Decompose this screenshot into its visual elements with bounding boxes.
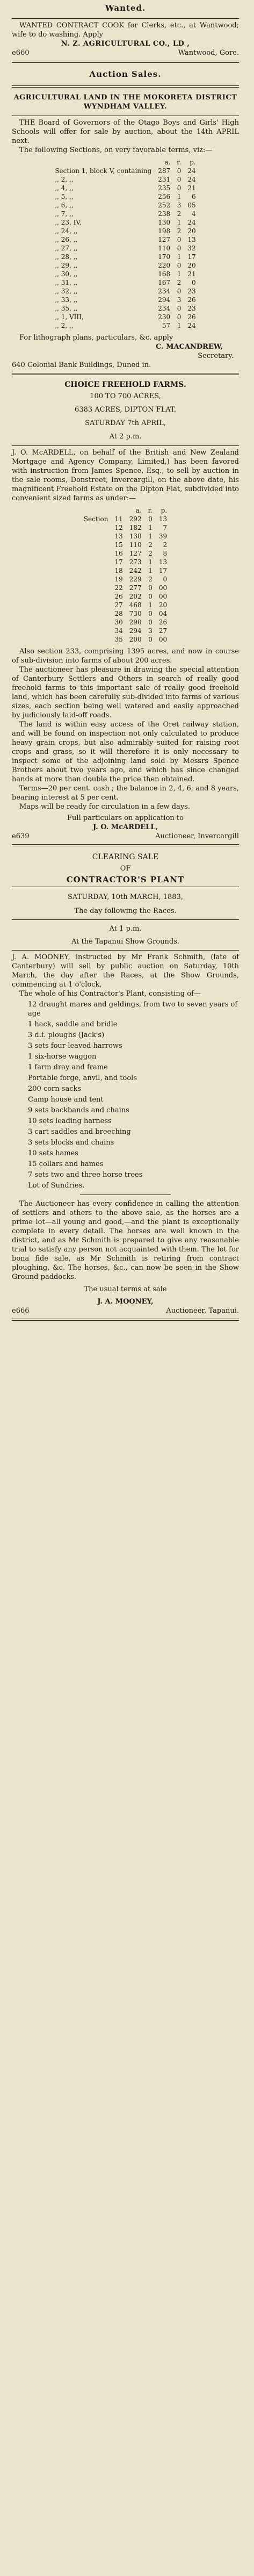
wanted-ref: e660	[12, 49, 30, 57]
table-cell-p: 21	[187, 270, 196, 278]
table-cell-label	[81, 584, 112, 592]
table-row	[81, 609, 170, 618]
table-row	[52, 210, 199, 218]
divider	[12, 950, 239, 951]
table-cell-p: 13	[158, 558, 168, 566]
table-cell-r: 0	[148, 618, 153, 626]
agricultural-body: THE Board of Governors of the Otago Boys and Girls' High Schools will offer for sale by auction, about the 14th APRIL next.	[12, 119, 239, 145]
table-cell-a: 230	[158, 313, 171, 321]
table-cell-n: 26	[114, 593, 123, 600]
table-cell-label: ,, 5, ,,	[55, 193, 74, 200]
table-row	[52, 253, 199, 261]
table-cell-p: 13	[158, 515, 168, 523]
freehold-title: CHOICE FREEHOLD FARMS.	[64, 380, 186, 389]
table-cell-r: 0	[177, 167, 182, 175]
clearing-place: At the Tapanui Show Grounds.	[71, 938, 180, 946]
table-cell-r: 2	[148, 550, 153, 557]
table-cell-n: 16	[114, 550, 123, 557]
table-cell-n: 22	[114, 584, 123, 592]
table-cell-label: ,, 2, ,,	[55, 176, 74, 183]
table-cell-p: 0	[163, 575, 168, 583]
table-cell-p: 00	[158, 593, 168, 600]
clearing-terms: The usual terms at sale	[84, 1285, 167, 1293]
list-item: 1 farm dray and frame	[28, 1063, 108, 1071]
table-cell-p: 20	[187, 262, 196, 269]
table-row	[81, 566, 170, 575]
table-cell-p: 27	[158, 627, 168, 635]
table-row	[81, 515, 170, 523]
table-cell-r: 0	[148, 593, 153, 600]
table-cell-label	[81, 592, 112, 601]
table-cell-p: 26	[158, 618, 168, 626]
list-item: 3 sets blocks and chains	[28, 1139, 114, 1147]
table-cell-a: 234	[158, 287, 171, 295]
table-row	[52, 201, 199, 210]
table-row	[52, 184, 199, 192]
table-cell-r: 1	[177, 322, 182, 329]
table-cell-label	[81, 558, 112, 566]
table-cell-r: 2	[177, 210, 182, 218]
table-cell-a: 294	[158, 296, 171, 304]
table-cell-p: 17	[158, 567, 168, 574]
table-row	[81, 635, 170, 644]
table-cell-a: 200	[129, 636, 142, 643]
table-row	[81, 549, 170, 558]
clearing-subtitle: OF	[120, 865, 131, 873]
table-cell-p: 24	[187, 167, 196, 175]
list-item: Camp house and tent	[28, 1096, 104, 1104]
table-cell-a: 234	[158, 305, 171, 312]
freehold-acres: 100 TO 700 ACRES,	[90, 392, 161, 400]
freehold-land: The land is within easy access of the Oret railway station, and will be found on inspection not only calculated to produce heavy grain crops, but also admirably suited for raising root crops and grass, so it will therefore it is only necessary to inspect some of the adjoining land sold by Messrs Spence Brothers about two years ago, and which has since changed hands at more than double the price then obtained.	[12, 721, 239, 783]
freehold-signatory: J. O. McARDELL,	[93, 823, 158, 831]
divider	[12, 85, 239, 88]
agricultural-signatory: C. MACANDREW,	[155, 343, 223, 351]
table-cell-label	[81, 635, 112, 644]
table-cell-r: 0	[177, 176, 182, 183]
table-cell-a: 242	[129, 567, 142, 574]
table-cell-p: 24	[187, 219, 196, 226]
table-cell-label: ,, 2, ,,	[55, 322, 74, 329]
clearing-signatory: J. A. MOONEY,	[97, 1298, 154, 1306]
list-item: 10 sets leading harness	[28, 1117, 112, 1125]
table-cell-a: 229	[129, 575, 142, 583]
table-cell-r: 3	[177, 296, 182, 304]
agricultural-title: AGRICULTURAL LAND IN THE MOKORETA DISTRICT WYNDHAM VALLEY.	[13, 93, 237, 111]
freehold-location: 6383 ACRES, DIPTON FLAT.	[75, 406, 176, 414]
table-cell-a: 127	[158, 236, 171, 243]
table-cell-a: 182	[129, 524, 142, 531]
col-p: p.	[190, 159, 196, 166]
list-item: 200 corn sacks	[28, 1085, 82, 1093]
list-item: 10 sets hames	[28, 1149, 78, 1157]
table-row	[52, 287, 199, 296]
table-cell-a: 202	[129, 593, 142, 600]
table-cell-p: 2	[163, 541, 168, 549]
freehold-time: At 2 p.m.	[109, 433, 142, 441]
table-cell-a: 277	[129, 584, 142, 592]
table-cell-p: 32	[187, 244, 196, 252]
table-cell-p: 05	[187, 202, 196, 209]
wanted-signature: N. Z. AGRICULTURAL CO., LD ,	[61, 40, 190, 48]
table-cell-a: 110	[158, 244, 171, 252]
table-cell-r: 2	[177, 279, 182, 286]
table-row	[52, 321, 199, 330]
table-cell-label: ,, 33, ,,	[55, 296, 78, 304]
table-cell-p: 23	[187, 305, 196, 312]
table-cell-a: 167	[158, 279, 171, 286]
table-row	[52, 244, 199, 253]
table-cell-label: Section	[83, 515, 108, 523]
table-cell-p: 39	[158, 533, 168, 540]
table-cell-p: 26	[187, 313, 196, 321]
table-cell-label: ,, 32, ,,	[55, 287, 78, 295]
table-cell-r: 2	[177, 227, 182, 235]
table-cell-label	[81, 523, 112, 532]
clearing-body: J. A. MOONEY, instructed by Mr Frank Schmith, (late of Canterbury) will sell by public auction on Saturday, 10th March, the day after the Races, at the Show Grounds, commencing at 1 o'clock,	[12, 953, 239, 989]
table-cell-label: ,, 23, IV,	[55, 219, 82, 226]
table-cell-r: 0	[177, 236, 182, 243]
table-cell-label	[81, 541, 112, 549]
table-cell-a: 730	[129, 610, 142, 617]
table-cell-label: ,, 7, ,,	[55, 210, 74, 218]
table-row	[81, 627, 170, 635]
table-cell-r: 0	[177, 313, 182, 321]
table-cell-p: 21	[187, 184, 196, 192]
clearing-note: The Auctioneer has every confidence in calling the attention of settlers and others to the above sale, as the horses are a prime lot—all young and good,—and the plant is exceptionally complete in every detail. The horses are well known in the district, and as Mr Schmith is prepared to give any reasonable trial to satisfy any person not acquainted with them. The lot for bona fide sale, as Mr Schmith is retiring from contract ploughing, &c. The horses, &c., can now be seen in the Show Ground paddocks.	[12, 1200, 239, 1281]
divider	[12, 18, 239, 19]
table-cell-n: 11	[114, 515, 123, 523]
table-cell-r: 0	[148, 584, 153, 592]
col-r: r.	[177, 159, 182, 166]
freehold-body	[12, 448, 239, 503]
table-cell-a: 127	[129, 550, 142, 557]
table-cell-p: 13	[187, 236, 196, 243]
table-cell-label: ,, 28, ,,	[55, 253, 78, 261]
table-row	[52, 227, 199, 235]
table-row	[52, 235, 199, 244]
table-cell-label: ,, 26, ,,	[55, 236, 78, 243]
table-cell-label: ,, 24, ,,	[55, 227, 78, 235]
table-cell-r: 1	[148, 558, 153, 566]
table-row	[81, 601, 170, 609]
clearing-role: Auctioneer, Tapanui.	[166, 1307, 239, 1315]
table-cell-r: 1	[148, 601, 153, 609]
agricultural-address: 640 Colonial Bank Buildings, Duned in.	[12, 361, 151, 369]
list-item: 7 sets two and three horse trees	[28, 1171, 143, 1179]
freehold-particulars: Full particulars on application to	[67, 814, 184, 822]
table-cell-r: 0	[177, 305, 182, 312]
clearing-title: CLEARING SALE	[92, 853, 159, 861]
table-cell-a: 290	[129, 618, 142, 626]
table-cell-p: 04	[158, 610, 168, 617]
table-cell-p: 24	[187, 176, 196, 183]
table-cell-p: 23	[187, 287, 196, 295]
table-cell-a: 168	[158, 270, 171, 278]
table-cell-label: ,, 30, ,,	[55, 270, 78, 278]
table-cell-p: 20	[158, 601, 168, 609]
table-cell-label: ,, 35, ,,	[55, 305, 78, 312]
table-row	[52, 192, 199, 201]
agricultural-intro: The following Sections, on very favorable terms, viz:—	[19, 146, 213, 154]
auction-sales-heading: Auction Sales.	[89, 69, 162, 79]
table-cell-r: 0	[148, 515, 153, 523]
table-cell-a: 130	[158, 219, 171, 226]
table-cell-n: 18	[114, 567, 123, 574]
table-cell-p: 24	[187, 322, 196, 329]
table-row	[52, 175, 199, 184]
divider	[12, 61, 239, 63]
clearing-time: At 1 p.m.	[109, 925, 142, 933]
table-cell-a: 220	[158, 262, 171, 269]
table-cell-r: 0	[177, 244, 182, 252]
list-item: 3 cart saddles and breeching	[28, 1128, 131, 1136]
table-cell-a: 238	[158, 210, 171, 218]
freehold-also: Also section 233, comprising 1395 acres, and now in course of sub-division into farms of about 200 acres.	[12, 647, 239, 665]
table-cell-label	[81, 609, 112, 618]
agricultural-plans: For lithograph plans, particulars, &c. apply	[19, 334, 173, 342]
table-row	[52, 278, 199, 287]
table-cell-p: 6	[192, 193, 196, 200]
table-cell-label: ,, 31, ,,	[55, 279, 78, 286]
table-cell-label	[81, 566, 112, 575]
clearing-items-list	[12, 1000, 239, 1190]
freehold-role: Auctioneer, Invercargill	[155, 832, 239, 840]
table-cell-a: 294	[129, 627, 142, 635]
table-cell-a: 468	[129, 601, 142, 609]
table-cell-n: 12	[114, 524, 123, 531]
table-row	[52, 167, 199, 175]
divider	[12, 844, 239, 846]
table-row	[52, 218, 199, 227]
col-a: a.	[135, 507, 142, 514]
agricultural-role: Secretary.	[198, 352, 234, 360]
table-cell-n: 30	[114, 618, 123, 626]
table-cell-p: 00	[158, 584, 168, 592]
table-cell-r: 1	[148, 567, 153, 574]
table-row	[81, 541, 170, 549]
table-cell-p: 4	[192, 210, 196, 218]
table-cell-r: 1	[177, 253, 182, 261]
table-cell-a: 110	[129, 541, 142, 549]
list-item: 15 collars and hames	[28, 1160, 104, 1168]
table-cell-r: 0	[177, 184, 182, 192]
divider	[12, 445, 239, 446]
table-cell-r: 2	[148, 575, 153, 583]
table-cell-r: 3	[148, 627, 153, 635]
clearing-ref: e666	[12, 1307, 30, 1315]
table-cell-a: 273	[129, 558, 142, 566]
divider	[12, 373, 239, 375]
table-cell-p: 17	[187, 253, 196, 261]
table-cell-label	[81, 549, 112, 558]
table-cell-r: 1	[148, 533, 153, 540]
freehold-terms: Terms—20 per cent. cash ; the balance in 2, 4, 6, and 8 years, bearing interest at 5 per cent.	[12, 785, 239, 802]
table-cell-n: 15	[114, 541, 123, 549]
freehold-maps: Maps will be ready for circulation in a few days.	[19, 803, 190, 811]
table-cell-n: 27	[114, 601, 123, 609]
table-row	[81, 584, 170, 592]
table-row	[81, 523, 170, 532]
table-cell-label	[81, 601, 112, 609]
list-item: 1 hack, saddle and bridle	[28, 1020, 118, 1028]
table-cell-p: 26	[187, 296, 196, 304]
table-cell-a: 292	[129, 515, 142, 523]
table-cell-a: 231	[158, 176, 171, 183]
table-cell-p: 0	[192, 279, 196, 286]
col-p: p.	[161, 507, 168, 514]
list-item: Portable forge, anvil, and tools	[28, 1074, 137, 1082]
table-row	[52, 304, 199, 313]
table-cell-label	[81, 618, 112, 627]
table-cell-r: 0	[177, 287, 182, 295]
table-cell-a: 256	[158, 193, 171, 200]
table-cell-label: ,, 4, ,,	[55, 184, 74, 192]
list-item: 3 d.f. ploughs (Jack's)	[28, 1031, 105, 1039]
table-cell-n: 13	[114, 533, 123, 540]
clearing-whole: The whole of his Contractor's Plant, consisting of—	[19, 990, 201, 998]
clearing-date: SATURDAY, 10th MARCH, 1883,	[68, 893, 183, 901]
table-cell-a: 170	[158, 253, 171, 261]
table-row	[81, 532, 170, 541]
table-cell-n: 35	[114, 636, 123, 643]
table-cell-r: 3	[177, 202, 182, 209]
table-cell-label: Section 1, block V, containing	[55, 167, 152, 175]
table-header	[52, 158, 199, 167]
col-r: r.	[148, 507, 153, 514]
table-row	[81, 592, 170, 601]
table-cell-n: 28	[114, 610, 123, 617]
table-row	[52, 296, 199, 304]
table-cell-a: 198	[158, 227, 171, 235]
table-cell-r: 1	[177, 219, 182, 226]
table-cell-p: 00	[158, 636, 168, 643]
agricultural-sections-table	[52, 158, 199, 330]
wanted-location: Wantwood, Gore.	[178, 49, 239, 57]
table-cell-a: 287	[158, 167, 171, 175]
freehold-ref: e639	[12, 832, 30, 840]
divider	[12, 919, 239, 920]
table-cell-label	[81, 575, 112, 584]
table-row	[81, 618, 170, 627]
table-cell-label	[81, 627, 112, 635]
table-row	[81, 558, 170, 566]
table-cell-label: ,, 6, ,,	[55, 202, 74, 209]
list-item: 12 draught mares and geldings, from two to seven years of age	[28, 1001, 238, 1018]
clearing-name: CONTRACTOR'S PLANT	[66, 875, 185, 884]
table-row	[52, 261, 199, 270]
clearing-day-after: The day following the Races.	[74, 907, 177, 915]
table-cell-label: ,, 1, VIII,	[55, 313, 84, 321]
table-cell-r: 0	[148, 636, 153, 643]
table-cell-n: 19	[114, 575, 123, 583]
table-cell-p: 8	[163, 550, 168, 557]
table-cell-a: 235	[158, 184, 171, 192]
table-cell-r: 0	[148, 610, 153, 617]
table-cell-r: 0	[177, 262, 182, 269]
freehold-body-text: J. O. McARDELL, on behalf of the British and New Zealand Mortgage and Agency Company, Limited,) has been favored with instruction from James Spence, Esq., to sell by auction in the sale rooms, Donstreet, Invercargill, on the above date, his magnificent Freehold Estate on the Dipton Flat, subdivided into convenient sized farms as under:—	[12, 449, 239, 502]
table-cell-p: 7	[163, 524, 168, 531]
table-cell-label	[81, 532, 112, 541]
divider	[12, 1319, 239, 1321]
wanted-body: WANTED CONTRACT COOK for Clerks, etc., at Wantwood; wife to do washing. Apply	[12, 21, 239, 39]
table-cell-n: 34	[114, 627, 123, 635]
table-cell-a: 252	[158, 202, 171, 209]
list-item: 9 sets backbands and chains	[28, 1106, 129, 1114]
table-row	[81, 575, 170, 584]
table-cell-label: ,, 27, ,,	[55, 244, 78, 252]
table-cell-a: 57	[162, 322, 171, 329]
list-item: Lot of Sundries.	[28, 1182, 85, 1190]
freehold-date: SATURDAY 7th APRIL,	[85, 419, 166, 427]
table-header	[81, 506, 170, 515]
col-a: a.	[164, 159, 171, 166]
table-cell-r: 1	[177, 270, 182, 278]
table-row	[52, 270, 199, 278]
freehold-sections-table	[81, 506, 170, 644]
table-cell-label: ,, 29, ,,	[55, 262, 78, 269]
list-item: 3 sets four-leaved harrows	[28, 1042, 122, 1050]
freehold-pleasure: The auctioneer has pleasure in drawing the special attention of Canterbury Settlers and Others in search of really good freehold farms to this important sale of really good freehold land, which has been carefully sub-divided into farms of various sizes, each section being well watered and easily approached by judiciously laid-off roads.	[12, 666, 239, 719]
list-item: 1 six-horse waggon	[28, 1053, 97, 1061]
table-cell-n: 17	[114, 558, 123, 566]
table-cell-p: 20	[187, 227, 196, 235]
table-cell-r: 1	[148, 524, 153, 531]
wanted-heading: Wanted.	[105, 3, 146, 13]
table-cell-a: 138	[129, 533, 142, 540]
table-cell-r: 2	[148, 541, 153, 549]
table-cell-r: 1	[177, 193, 182, 200]
table-row	[52, 313, 199, 321]
